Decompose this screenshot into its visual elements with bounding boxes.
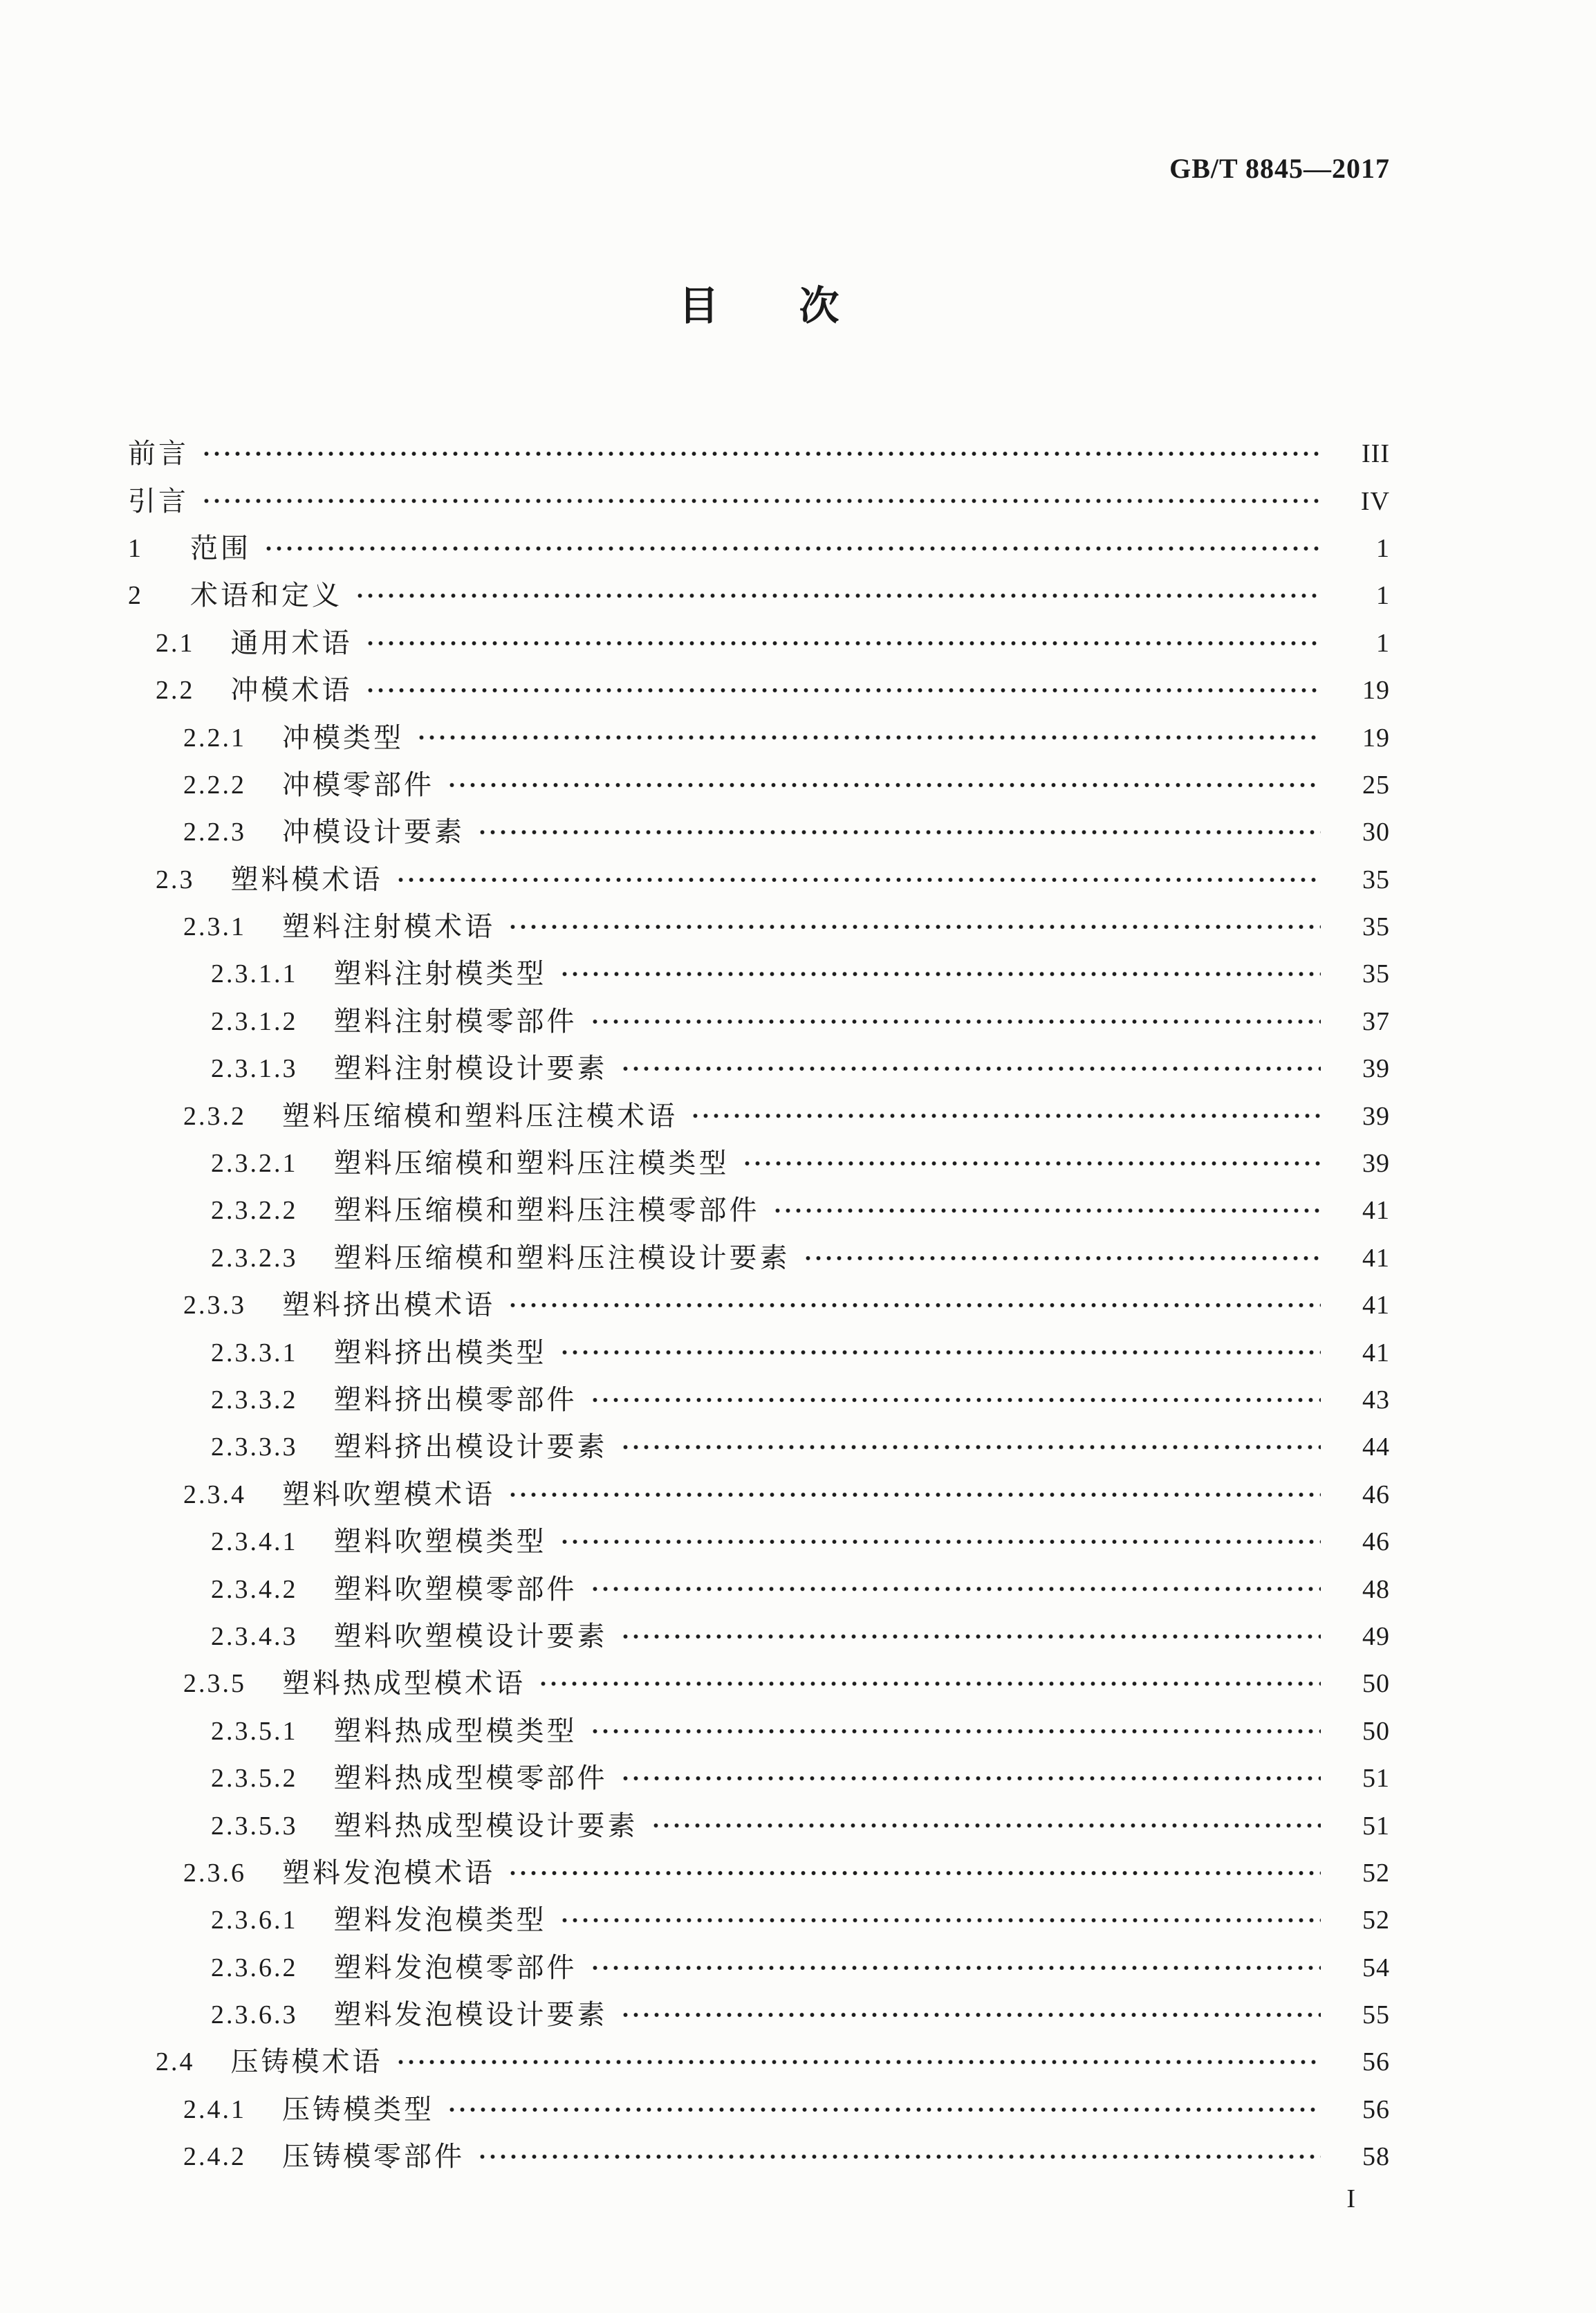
dot-leader [447,762,1321,809]
dot-leader [447,2086,1321,2133]
toc-entry-title: 塑料热成型模零部件 [333,1762,608,1794]
toc-entry-number: 2.3.2.3 [211,1243,298,1273]
toc-entry-number: 2.3.4.2 [211,1574,298,1604]
dot-leader [365,620,1321,667]
toc-entry-title: 塑料挤出模设计要素 [333,1431,608,1463]
toc-entry-title: 范围 [190,532,251,564]
dot-leader [396,856,1321,903]
toc-entry-page: 51 [1362,1764,1390,1794]
toc-entry-number: 2.2 [156,676,195,706]
dot-leader [508,1850,1321,1897]
toc-entry-page: 49 [1362,1621,1390,1651]
dot-leader [201,430,1321,477]
toc-entry-number: 2.3.6.1 [211,1906,298,1935]
dot-leader [620,1991,1321,2038]
dot-leader [742,1140,1321,1187]
toc-entry-page: 41 [1362,1243,1390,1273]
toc-entry-number: 2.3.1.1 [211,959,298,989]
toc-entry-title: 塑料注射模零部件 [333,1005,577,1037]
toc-entry [128,998,1390,1045]
dot-leader [508,903,1321,950]
toc-entry-title: 塑料压缩模和塑料压注模术语 [282,1100,678,1132]
toc-entry-page: 35 [1362,865,1390,894]
toc-entry-page: 55 [1362,2000,1390,2030]
toc-entry [128,1850,1390,1897]
toc-entry-title: 塑料注射模设计要素 [333,1053,608,1085]
toc-entry-title: 通用术语 [230,627,353,658]
toc-entry-page: 43 [1362,1385,1390,1414]
dot-leader [620,1045,1321,1092]
toc-entry [128,809,1390,856]
toc-entry-number: 2.3.4 [183,1480,246,1509]
toc-entry-title: 塑料压缩模和塑料压注模类型 [333,1148,730,1179]
toc-entry [128,1282,1390,1329]
toc-entry-title: 冲模零部件 [282,768,434,800]
dot-leader [263,525,1321,572]
toc-entry-page: 37 [1362,1006,1390,1036]
dot-leader [620,1755,1321,1802]
toc-entry-number: 2.2.2 [183,770,246,800]
toc-entry-number: 2.3.2.1 [211,1149,298,1179]
dot-leader [201,477,1321,524]
toc-entry-title: 塑料热成型模类型 [333,1715,577,1747]
toc-entry [128,1565,1390,1612]
toc-entry-page: 41 [1362,1196,1390,1226]
toc-entry-title: 塑料注射模类型 [333,958,547,990]
dot-leader [559,1518,1321,1565]
toc-entry-number: 2.3.3.1 [211,1338,298,1367]
toc-entry [128,903,1390,950]
page-title: 目 次 [678,284,839,329]
toc-entry-page: 1 [1376,533,1390,563]
dot-leader [477,809,1321,856]
toc-entry [128,1187,1390,1234]
toc-entry-title: 冲模类型 [282,721,404,753]
toc-entry-title: 塑料吹塑模类型 [333,1526,547,1558]
toc-entry-page: 46 [1362,1480,1390,1509]
dot-leader [803,1235,1321,1282]
toc-entry-number: 2.3.6.3 [211,2000,298,2030]
toc-entry [128,477,1390,524]
toc-entry-number: 2.3.2 [183,1101,246,1131]
dot-leader [590,1708,1321,1755]
toc-entry [128,1376,1390,1423]
toc-entry-number: 2.3.3.2 [211,1385,298,1414]
dot-leader [508,1282,1321,1329]
toc-entry-page: 52 [1362,1858,1390,1888]
dot-leader [772,1187,1321,1234]
toc-entry-page: 54 [1362,1953,1390,1982]
toc-entry [128,1613,1390,1660]
toc-entry-number: 2.3.1.2 [211,1006,298,1036]
toc-entry-number: 2.2.3 [183,818,246,847]
dot-leader [559,1897,1321,1944]
toc-entry-number: 2.4 [156,2047,195,2077]
toc-entry-page: 52 [1362,1906,1390,1935]
toc-entry-title: 塑料压缩模和塑料压注模设计要素 [333,1242,790,1273]
dot-leader [590,1944,1321,1991]
dot-leader [477,2133,1321,2180]
toc-entry-page: 41 [1362,1291,1390,1320]
toc-entry-title: 引言 [128,485,189,517]
toc-entry-page: 1 [1376,628,1390,658]
dot-leader [508,1471,1321,1518]
toc-entry [128,620,1390,667]
toc-entry [128,1802,1390,1849]
toc-entry-title: 压铸模零部件 [282,2141,465,2173]
toc-entry-title: 塑料挤出模术语 [282,1289,495,1321]
toc-entry-page: 50 [1362,1716,1390,1746]
toc-entry [128,1944,1390,1991]
dot-leader [590,998,1321,1045]
dot-leader [416,714,1321,761]
toc-entry-page: 50 [1362,1669,1390,1699]
toc-entry-number: 2.2.1 [183,723,246,753]
toc-entry-title: 塑料发泡模零部件 [333,1951,577,1983]
toc-entry-title: 塑料发泡模术语 [282,1856,495,1888]
toc-entry-number: 1 [128,533,143,563]
toc-entry [128,1518,1390,1565]
toc-entry [128,2133,1390,2180]
toc-entry-number: 2.3.2.2 [211,1196,298,1226]
toc-entry [128,2038,1390,2085]
toc-entry-number: 2.3.6.2 [211,1953,298,1982]
toc-entry-number: 2.3.4.3 [211,1621,298,1651]
toc-entry-title: 塑料挤出模零部件 [333,1384,577,1415]
toc-entry-page: 1 [1376,581,1390,611]
toc-entry-title: 塑料注射模术语 [282,911,495,943]
toc-entry-number: 2.3 [156,865,195,894]
toc-entry [128,1235,1390,1282]
toc-entry-page: 30 [1362,818,1390,847]
toc-entry [128,1897,1390,1944]
dot-leader [396,2038,1321,2085]
toc-entry-page: 51 [1362,1811,1390,1841]
toc-entry-page: 19 [1362,676,1390,706]
toc-entry-page: 25 [1362,770,1390,800]
toc-entry-title: 前言 [128,438,189,470]
toc-entry-number: 2.3.5.1 [211,1716,298,1746]
toc-entry [128,1755,1390,1802]
toc-entry-title: 冲模设计要素 [282,816,465,848]
toc-entry [128,1660,1390,1707]
toc-entry-page: III [1362,439,1390,469]
toc-entry [128,762,1390,809]
dot-leader [690,1092,1321,1139]
toc-entry [128,714,1390,761]
toc-entry-title: 塑料热成型模设计要素 [333,1809,638,1841]
dot-leader [590,1376,1321,1423]
toc-entry-page: 44 [1362,1432,1390,1462]
toc-entry-title: 塑料发泡模类型 [333,1904,547,1936]
toc-entry-page: 19 [1362,723,1390,753]
dot-leader [538,1660,1321,1707]
dot-leader [365,667,1321,714]
dot-leader [620,1613,1321,1660]
toc-entry-page: 39 [1362,1054,1390,1084]
standard-number: GB/T 8845—2017 [1169,153,1390,184]
toc-entry-number: 2.3.6 [183,1858,246,1888]
toc-entry-number: 2.3.5 [183,1669,246,1699]
toc-entry-page: 35 [1362,912,1390,942]
toc-entry-number: 2.4.2 [183,2142,246,2172]
footer-page-number: I [1346,2184,1355,2214]
toc-entry-number: 2.4.1 [183,2094,246,2124]
toc-entry-number: 2.3.5.2 [211,1764,298,1794]
toc-entry [128,856,1390,903]
table-of-contents [128,430,1390,2180]
toc-entry-page: 35 [1362,959,1390,989]
toc-entry [128,1140,1390,1187]
toc-entry [128,950,1390,997]
toc-entry-page: 56 [1362,2094,1390,2124]
toc-entry-page: 41 [1362,1338,1390,1367]
toc-entry-title: 冲模术语 [230,674,353,706]
toc-entry-number: 2.3.3.3 [211,1432,298,1462]
toc-entry-page: 39 [1362,1149,1390,1179]
toc-entry-number: 2 [128,581,143,611]
toc-entry [128,667,1390,714]
toc-entry-page: 48 [1362,1574,1390,1604]
toc-entry-title: 塑料挤出模类型 [333,1336,547,1368]
dot-leader [590,1565,1321,1612]
dot-leader [559,1329,1321,1376]
toc-entry-title: 塑料模术语 [230,863,383,895]
toc-entry-page: 56 [1362,2047,1390,2077]
toc-entry-title: 压铸模术语 [230,2046,383,2078]
toc-entry-page: 58 [1362,2142,1390,2172]
toc-entry-title: 塑料吹塑模术语 [282,1478,495,1510]
toc-entry-number: 2.3.3 [183,1291,246,1320]
toc-entry-title: 塑料吹塑模设计要素 [333,1620,608,1652]
toc-entry [128,1991,1390,2038]
toc-entry [128,1471,1390,1518]
toc-entry-number: 2.3.1.3 [211,1054,298,1084]
toc-entry-page: 39 [1362,1101,1390,1131]
toc-entry-number: 2.1 [156,628,195,658]
toc-entry-title: 术语和定义 [190,580,342,611]
toc-entry-title: 压铸模类型 [282,2093,434,2125]
toc-entry [128,572,1390,619]
toc-entry-number: 2.3.1 [183,912,246,942]
toc-entry [128,430,1390,477]
toc-entry-title: 塑料发泡模设计要素 [333,1999,608,2031]
toc-entry-number: 2.3.4.1 [211,1527,298,1557]
dot-leader [559,950,1321,997]
toc-entry [128,1092,1390,1139]
toc-entry-title: 塑料吹塑模零部件 [333,1573,577,1605]
toc-entry [128,1045,1390,1092]
dot-leader [651,1802,1321,1849]
toc-entry [128,1708,1390,1755]
dot-leader [620,1423,1321,1471]
toc-entry-page: IV [1360,486,1390,516]
dot-leader [355,572,1321,619]
toc-entry-page: 46 [1362,1527,1390,1557]
toc-entry [128,525,1390,572]
toc-entry-title: 塑料热成型模术语 [282,1668,526,1699]
toc-entry-title: 塑料压缩模和塑料压注模零部件 [333,1195,760,1226]
toc-entry [128,2086,1390,2133]
toc-entry-number: 2.3.5.3 [211,1811,298,1841]
toc-entry [128,1423,1390,1471]
toc-entry [128,1329,1390,1376]
